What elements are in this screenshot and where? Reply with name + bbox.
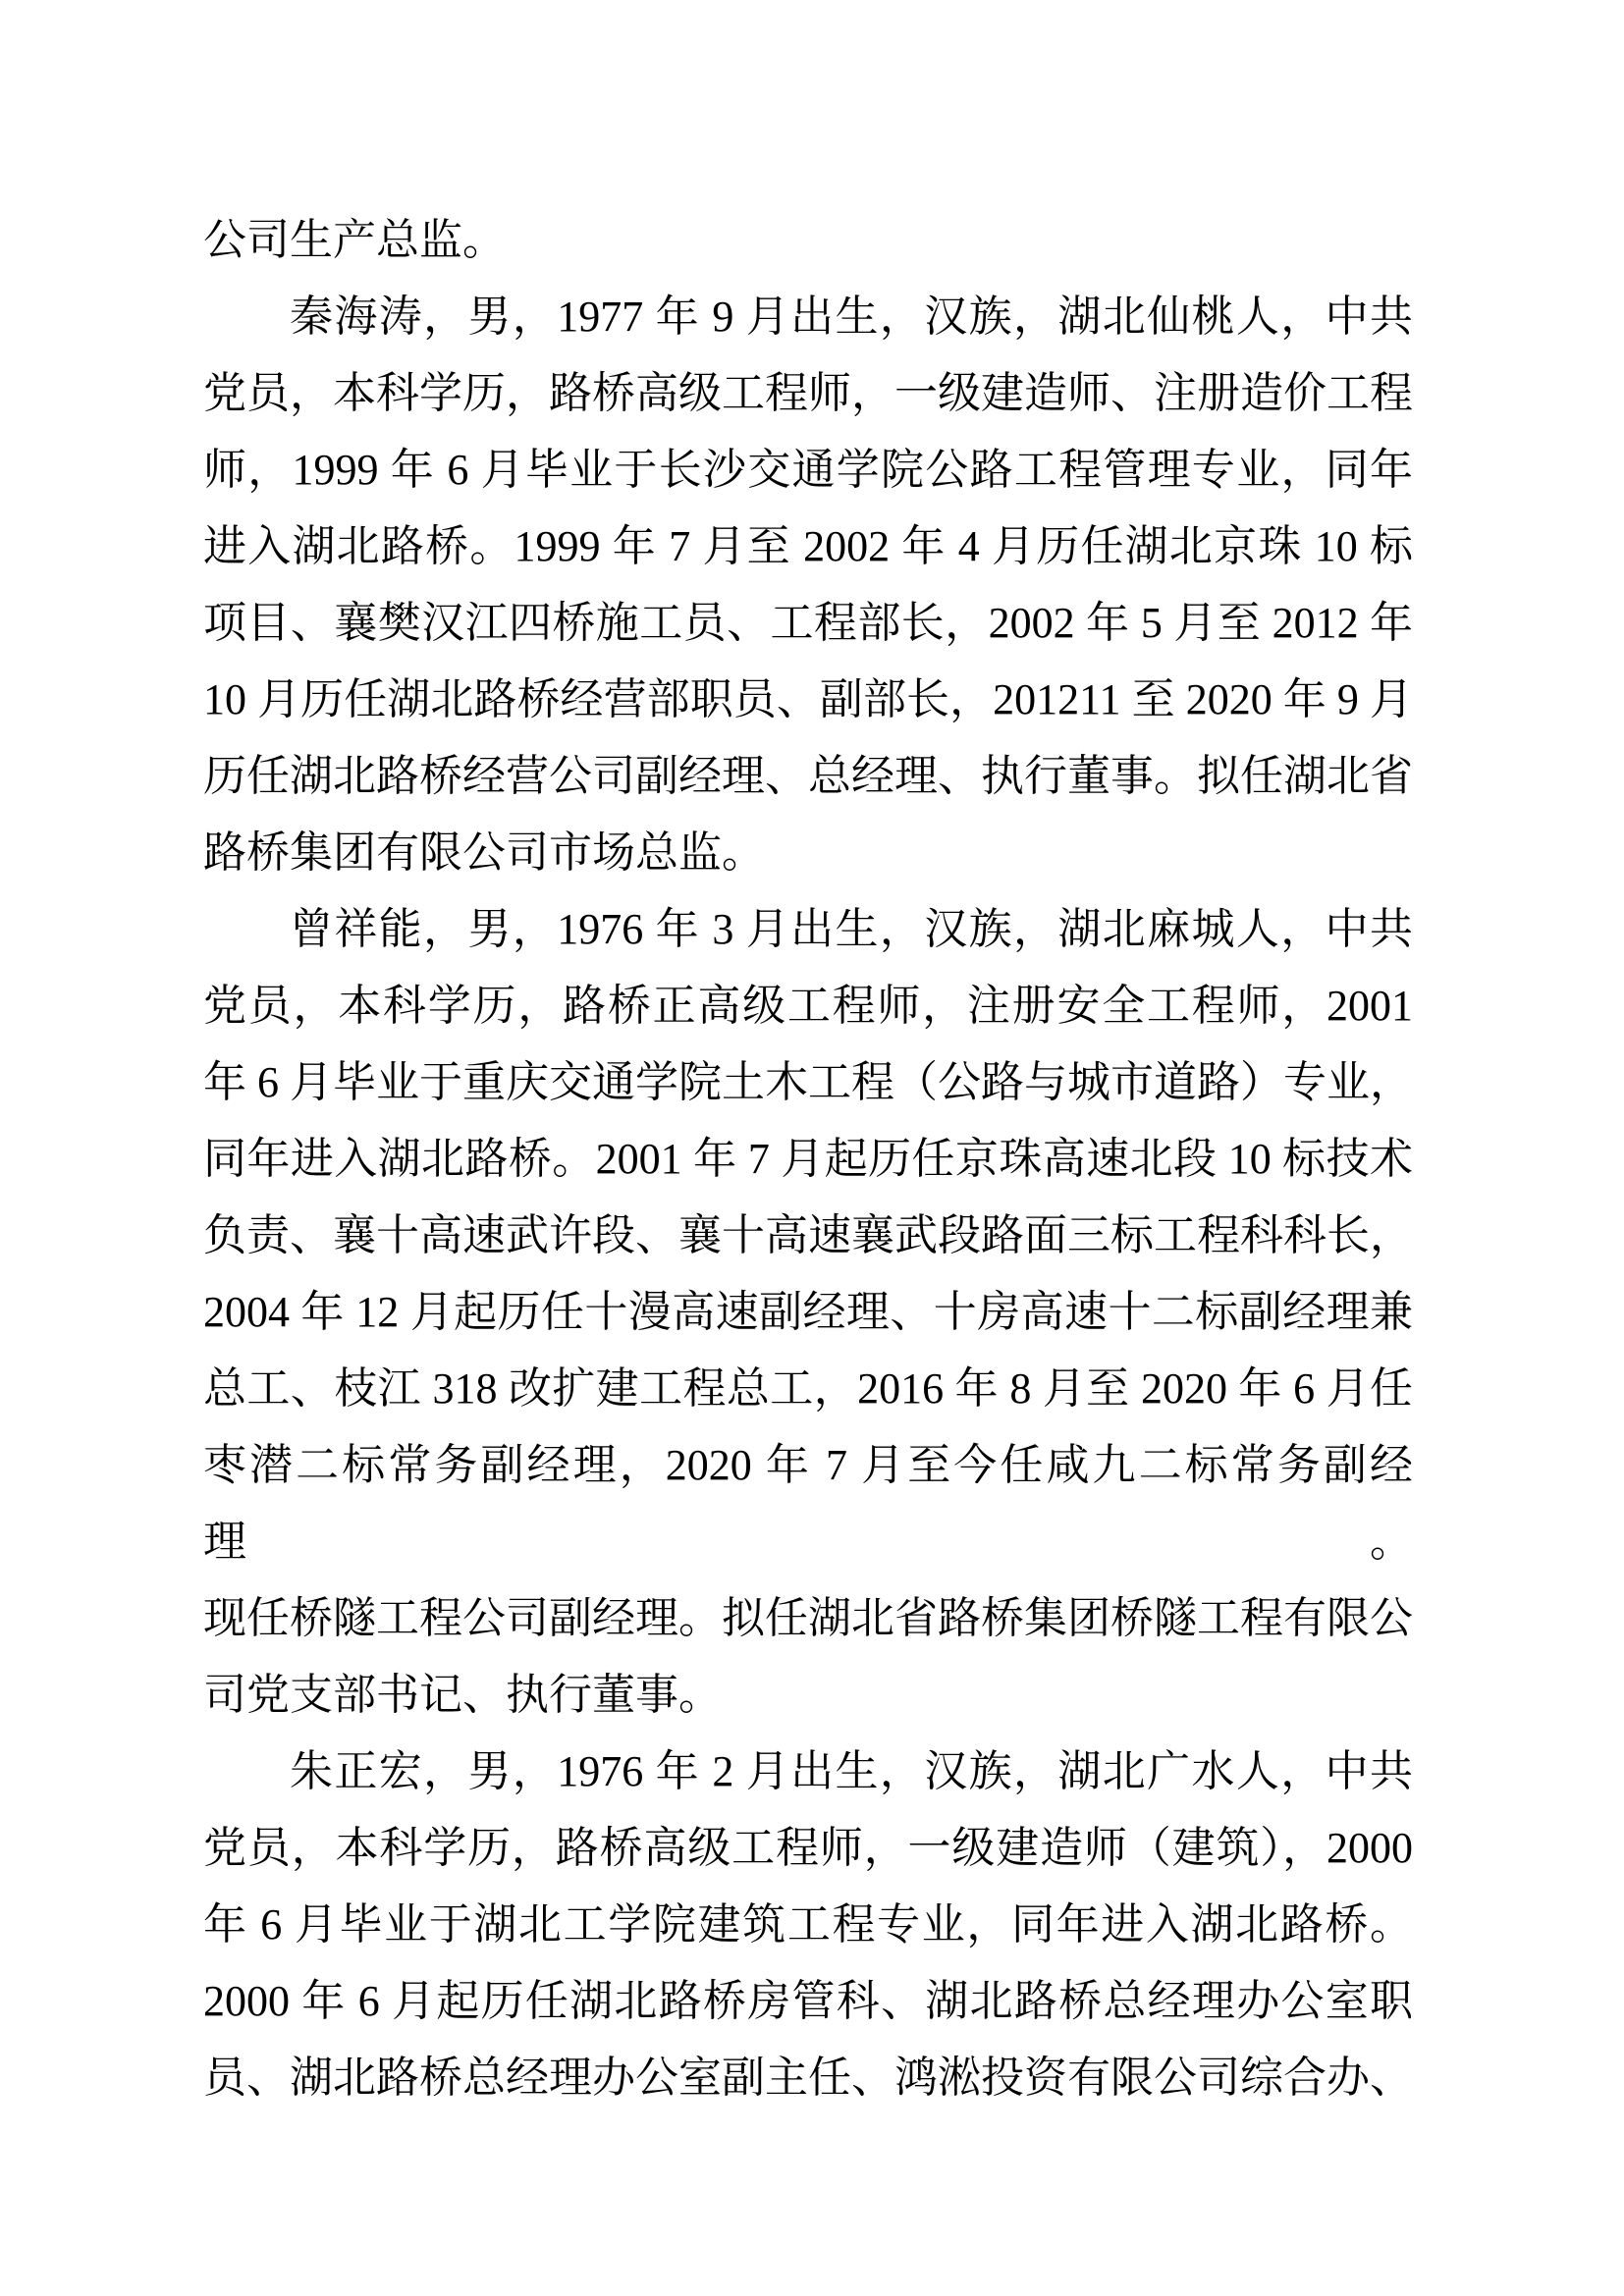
text-line: 公司生产总监。 — [203, 216, 506, 264]
text-line: 年 6 月毕业于湖北工学院建筑工程专业，同年进入湖北路桥。 — [203, 1900, 1413, 1949]
text-line: 党员，本科学历，路桥高级工程师，一级建造师（建筑），2000 — [203, 1824, 1413, 1872]
text-line: 员、湖北路桥总经理办公室副主任、鸿淞投资有限公司综合办、 — [203, 2054, 1413, 2102]
text-line: 进入湖北路桥。1999 年 7 月至 2002 年 4 月历任湖北京珠 10 标 — [203, 522, 1413, 570]
text-line: 项目、襄樊汉江四桥施工员、工程部长，2002 年 5 月至 2012 年 — [203, 599, 1413, 647]
text-line: 枣潜二标常务副经理，2020 年 7 月至今任咸九二标常务副经理。 — [203, 1441, 1413, 1566]
text-line: 2004 年 12 月起历任十漫高速副经理、十房高速十二标副经理兼 — [203, 1288, 1413, 1336]
text-line: 曾祥能，男，1976 年 3 月出生，汉族，湖北麻城人，中共 — [290, 905, 1413, 953]
text-line: 师，1999 年 6 月毕业于长沙交通学院公路工程管理专业，同年 — [203, 446, 1413, 494]
text-line: 路桥集团有限公司市场总监。 — [203, 828, 765, 877]
text-line: 10 月历任湖北路桥经营部职员、副部长，201211 至 2020 年 9 月 — [203, 675, 1413, 723]
text-line: 党员，本科学历，路桥高级工程师，一级建造师、注册造价工程 — [203, 369, 1413, 417]
text-line: 党员，本科学历，路桥正高级工程师，注册安全工程师，2001 — [203, 982, 1413, 1030]
text-line: 2000 年 6 月起历任湖北路桥房管科、湖北路桥总经理办公室职 — [203, 1977, 1413, 2025]
text-line: 朱正宏，男，1976 年 2 月出生，汉族，湖北广水人，中共 — [290, 1747, 1413, 1795]
text-line: 年 6 月毕业于重庆交通学院土木工程（公路与城市道路）专业， — [203, 1058, 1413, 1106]
text-line: 负责、襄十高速武许段、襄十高速襄武段路面三标工程科科长， — [203, 1211, 1413, 1259]
text-line: 总工、枝江 318 改扩建工程总工，2016 年 8 月至 2020 年 6 月任 — [203, 1364, 1413, 1413]
text-line: 现任桥隧工程公司副经理。拟任湖北省路桥集团桥隧工程有限公 — [203, 1594, 1413, 1642]
document-text-block — [203, 202, 1413, 2116]
text-line: 司党支部书记、执行董事。 — [203, 1671, 722, 1719]
text-line: 秦海涛，男，1977 年 9 月出生，汉族，湖北仙桃人，中共 — [290, 293, 1413, 341]
text-line: 同年进入湖北路桥。2001 年 7 月起历任京珠高速北段 10 标技术 — [203, 1135, 1413, 1183]
text-line: 历任湖北路桥经营公司副经理、总经理、执行董事。拟任湖北省 — [203, 752, 1413, 800]
